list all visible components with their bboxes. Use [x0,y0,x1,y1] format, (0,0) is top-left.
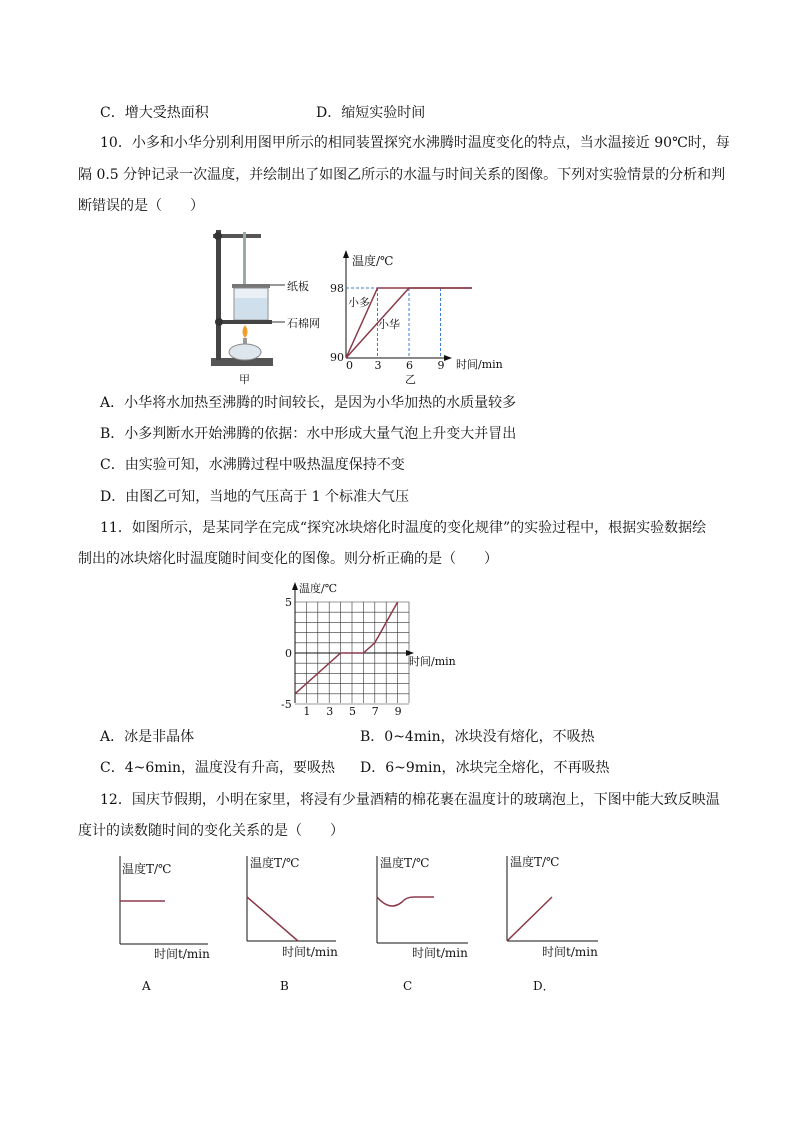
stand-rod [216,230,221,360]
q11-option-a: A．冰是非晶体 [100,729,195,745]
x-axis-arrow [444,355,452,361]
q10-option-b: B．小多判断水开始沸腾的依据：水中形成大量气泡上升变大并冒出 [100,426,517,442]
x-tick-9: 9 [394,705,402,718]
q11-option-b: B．0~4min，冰块没有熔化，不吸热 [360,729,595,745]
series-label-xiaohua: 小华 [378,318,400,331]
graph-d-ylabel: 温度T/℃ [510,855,560,869]
x-tick-9: 9 [437,359,445,372]
caption-yi: 乙 [405,373,416,386]
y-tick-5: 5 [285,596,292,609]
apparatus-figure [205,222,320,387]
graph-d-line [507,897,552,941]
y-axis-arrow [343,250,349,258]
y-tick--5: -5 [281,698,292,711]
asbestos-net [217,320,272,324]
q10-stem-line1: 10．小多和小华分别利用图甲所示的相同装置探究水沸腾时温度变化的特点，当水温接近 90℃时，每 [100,135,730,151]
x-tick-6: 6 [406,359,413,372]
x-tick-1: 1 [303,705,311,718]
x-tick-5: 5 [349,705,356,718]
graph-b-xlabel: 时间t/min [282,945,338,959]
q12-stem-line2: 度计的读数随时间的变化关系的是（ ） [78,823,344,839]
q11-stem-line1: 11．如图所示，是某同学在完成“探究冰块熔化时温度的变化规律”的实验过程中，根据实验数据绘 [100,520,707,536]
graph-d-xlabel: 时间t/min [542,945,598,959]
q10-option-a: A．小华将水加热至沸腾的时间较长，是因为小华加热的水质量较多 [100,395,517,411]
caption-jia: 甲 [239,373,250,386]
q10-option-d: D．由图乙可知，当地的气压高于 1 个标准大气压 [100,489,410,505]
q10-option-c: C．由实验可知，水沸腾过程中吸热温度保持不变 [100,457,405,473]
x-tick-3: 3 [326,705,334,718]
y-tick-0: 0 [285,647,292,660]
melting-chart [278,578,468,718]
graph-b-ylabel: 温度T/℃ [250,856,300,870]
x-tick-3: 3 [374,359,382,372]
paper-board [232,284,270,288]
graph-a-ylabel: 温度T/℃ [122,862,172,876]
alcohol-lamp [229,344,261,360]
graph-d-caption: D． [533,979,555,993]
graph-b-caption: B [280,979,289,993]
series-label-xiaoduo: 小多 [348,296,370,309]
graph-c-ylabel: 温度T/℃ [380,856,430,870]
graph-b [240,850,350,997]
graph-c-caption: C [403,979,413,993]
q11-option-d: D．6~9min，冰块完全熔化，不再吸热 [360,760,610,776]
melt-series-line [295,602,398,694]
q9-option-d: D．缩短实验时间 [316,105,426,121]
graph-b-line [247,897,298,941]
y-axis-arrow [292,582,298,590]
label-paper: 纸板 [287,280,309,293]
graph-c-line [377,897,434,906]
ylabel: 温度/℃ [352,254,394,268]
label-net: 石棉网 [287,317,320,330]
q11-stem-line2: 制出的冰块熔化时温度随时间变化的图像。则分析正确的是（ ） [78,551,498,567]
graph-a [112,852,222,997]
q11-option-c: C．4~6min，温度没有升高，要吸热 [100,760,336,776]
x-tick-7: 7 [371,705,379,718]
boiling-chart [328,240,518,388]
x-tick-0: 0 [346,359,353,372]
q12-stem-line1: 12．国庆节假期，小明在家里，将浸有少量酒精的棉花裹在温度计的玻璃泡上，下图中能大致反映温 [100,792,720,808]
graph-a-xlabel: 时间t/min [154,947,210,961]
q10-stem-line2: 隔 0.5 分钟记录一次温度，并绘制出了如图乙所示的水温与时间关系的图像。下列对实验情景的分析和判 [78,167,726,183]
graph-a-caption: A [142,979,151,993]
graph-d [500,850,610,997]
q9-option-c: C．增大受热面积 [100,105,209,121]
xlabel: 时间/min [456,358,503,371]
q10-stem-line3: 断错误的是（ ） [78,198,204,214]
graph-c-xlabel: 时间t/min [412,946,468,960]
y-tick-90: 90 [330,351,344,364]
graph-c [370,850,480,997]
y-tick-98: 98 [330,282,344,295]
xlabel: 时间/min [409,655,456,668]
flame-icon [243,325,248,338]
ylabel: 温度/℃ [299,582,338,595]
